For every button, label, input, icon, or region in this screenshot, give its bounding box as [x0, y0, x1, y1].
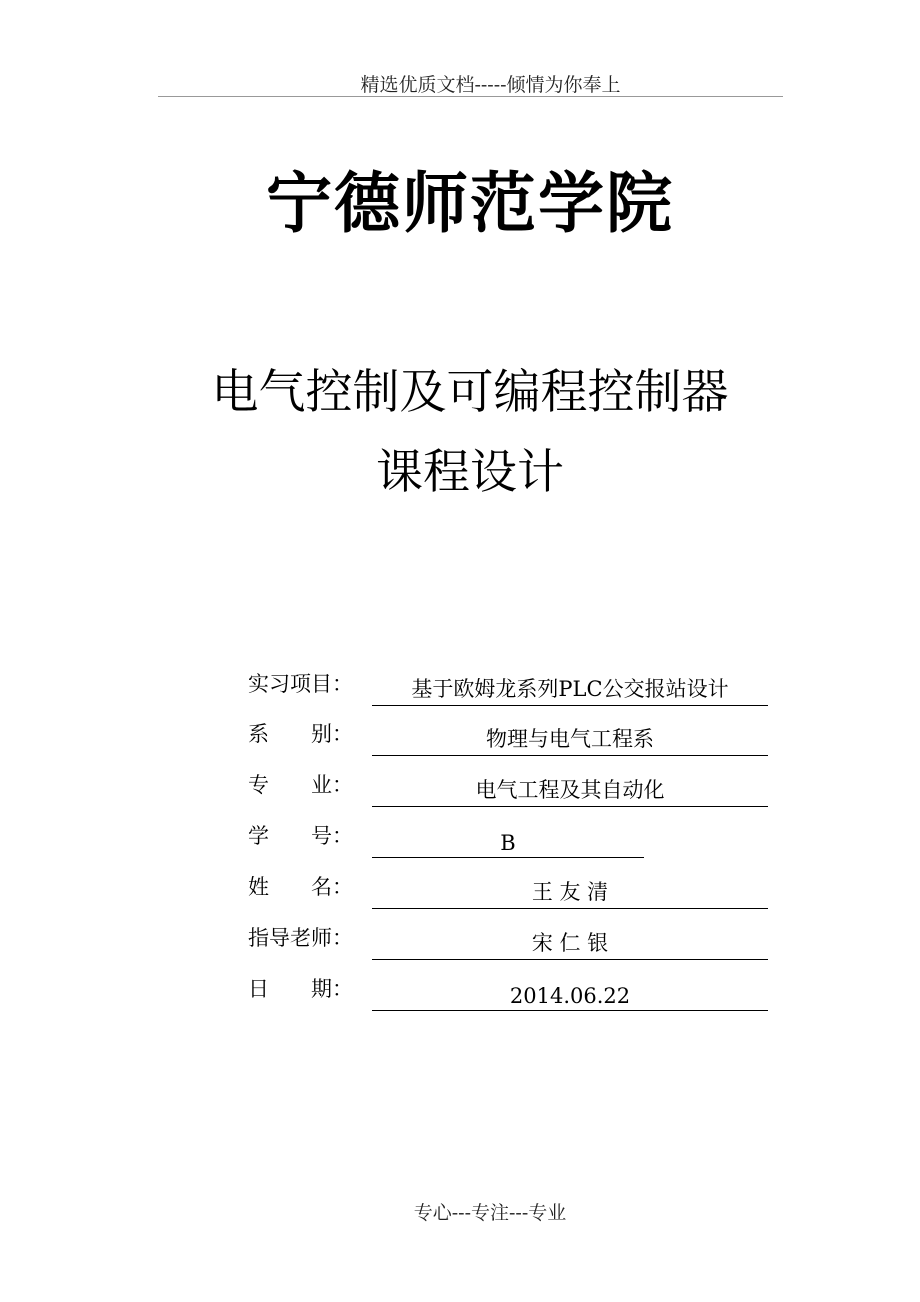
field-value: 基于欧姆龙系列PLC公交报站设计: [372, 673, 768, 706]
field-date: [248, 971, 768, 1011]
field-value: B: [372, 831, 644, 858]
page-footer: 专心---专注---专业: [413, 1202, 567, 1224]
field-value: 电气工程及其自动化: [372, 774, 768, 807]
field-advisor: [248, 920, 768, 960]
field-label: 学 号：: [248, 824, 353, 848]
field-label: 专 业：: [248, 773, 353, 797]
field-department: [248, 716, 768, 756]
field-project: [248, 666, 768, 706]
page-header: 精选优质文档-----倾情为你奉上: [360, 74, 621, 96]
field-name: [248, 869, 768, 909]
field-value: 王 友 清: [372, 876, 768, 909]
field-label: 系 别：: [248, 722, 353, 746]
field-label: 实习项目：: [248, 672, 353, 696]
field-student-id: [248, 818, 768, 858]
school-name: 宁德师范学院: [266, 165, 674, 242]
course-title-line1: 电气控制及可编程控制器: [211, 365, 729, 420]
field-major: [248, 767, 768, 807]
field-label: 指导老师：: [248, 926, 353, 950]
field-label: 日 期：: [248, 977, 353, 1001]
field-value: 宋 仁 银: [372, 927, 768, 960]
course-title-line2: 课程设计: [376, 445, 564, 500]
field-value: 物理与电气工程系: [372, 723, 768, 756]
field-value: 2014.06.22: [372, 984, 768, 1011]
header-divider: [158, 96, 783, 97]
field-label: 姓 名：: [248, 875, 353, 899]
